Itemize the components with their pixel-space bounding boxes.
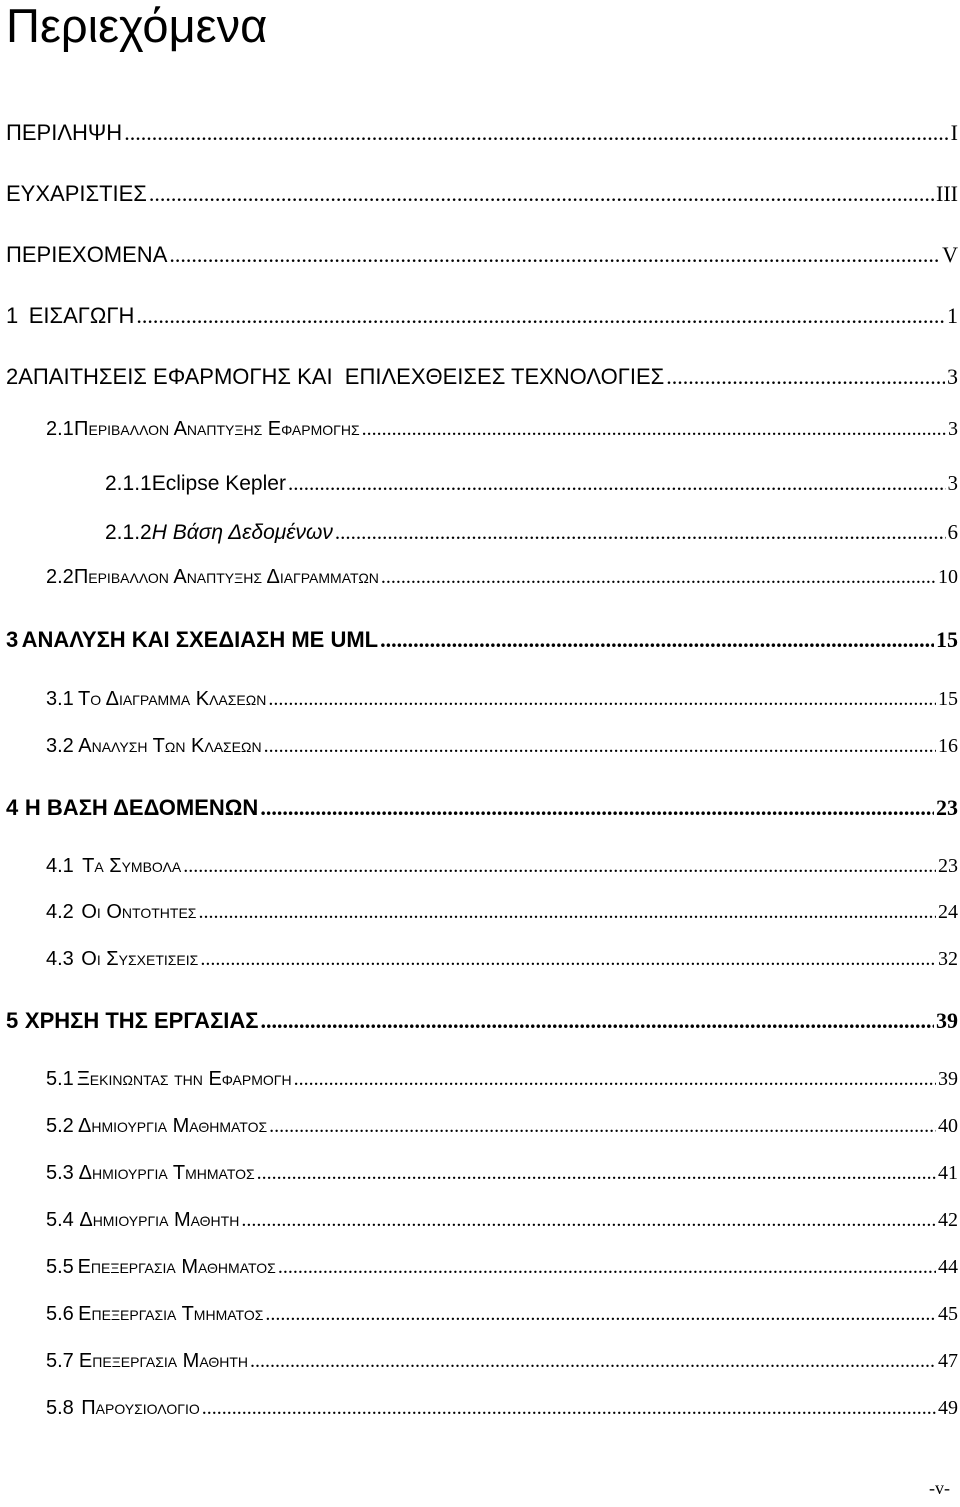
toc-entry-section-2-1-2[interactable] (105, 520, 958, 554)
toc-leader-dots (268, 688, 936, 711)
toc-number: 5.2 (46, 1115, 74, 1137)
toc-entry-section-4-1[interactable] (46, 855, 958, 889)
toc-entry-abstract[interactable] (6, 120, 958, 154)
toc-entry-chapter-4[interactable] (6, 795, 958, 829)
toc-label: ΑΝΑΛΥΣΗ ΚΑΙ ΣΧΕΔΙΑΣΗ ΜΕ UML (21, 627, 379, 652)
toc-leader-dots (264, 735, 936, 758)
toc-entry-section-2-1[interactable] (46, 418, 958, 452)
toc-leader-dots (278, 1256, 936, 1279)
toc-leader-dots (269, 1115, 936, 1138)
toc-page-number: 44 (938, 1256, 958, 1278)
toc-label: ΧΡΗΣΗ ΤΗΣ ΕΡΓΑΣΙΑΣ (24, 1008, 259, 1033)
toc-page-number: 15 (938, 688, 958, 710)
toc-leader-dots (362, 418, 946, 441)
toc-entry-acknowledgements[interactable] (6, 181, 958, 215)
toc-number: 4 (6, 795, 19, 820)
toc-page-number: 32 (938, 948, 958, 970)
toc-page-number: 3 (947, 471, 958, 495)
toc-number: 5.5 (46, 1256, 74, 1278)
toc-label: Τα Συμβολα (82, 855, 182, 877)
toc-label: Οι Οντοτητες (81, 901, 197, 923)
toc-leader-dots (265, 1303, 936, 1326)
toc-entry-contents[interactable] (6, 242, 958, 276)
toc-label: Η Βάση Δεδομένων (151, 521, 333, 544)
toc-number: 4.2 (46, 901, 74, 923)
toc-leader-dots (124, 120, 948, 146)
toc-page-number: 3 (947, 364, 958, 389)
toc-leader-dots (149, 181, 934, 207)
toc-number: 4.1 (46, 855, 74, 877)
toc-number: 2.1.1 (105, 472, 152, 495)
toc-leader-dots (381, 566, 936, 589)
page-title: Περιεχόμενα (6, 0, 268, 52)
toc-label: Αναλυση Των Κλασεων (78, 735, 262, 757)
toc-leader-dots (136, 303, 945, 329)
toc-page-number: 45 (938, 1303, 958, 1325)
toc-entry-section-5-3[interactable] (46, 1162, 958, 1196)
toc-number: 2.1.2 (105, 521, 152, 544)
toc-label: Ξεκινωντας την Εφαρμογη (76, 1068, 292, 1090)
toc-label: Δημιουργια Μαθητη (79, 1209, 240, 1231)
toc-label: Παρουσιολογιο (81, 1397, 200, 1419)
toc-page-number: 42 (938, 1209, 958, 1231)
toc-leader-dots (666, 364, 945, 390)
toc-leader-dots (202, 1397, 936, 1420)
toc-page-number: 15 (936, 627, 958, 652)
toc-number: 5.4 (46, 1209, 74, 1231)
toc-number: 5.3 (46, 1162, 74, 1184)
toc-entry-section-5-8[interactable] (46, 1397, 958, 1431)
toc-label: Επεξεργασια Μαθητη (78, 1350, 249, 1372)
toc-leader-dots (260, 1008, 934, 1034)
toc-entry-section-3-1[interactable] (46, 688, 958, 722)
toc-leader-dots (241, 1209, 936, 1232)
toc-page-number: 16 (938, 735, 958, 757)
toc-entry-chapter-3[interactable] (6, 627, 958, 661)
toc-label: Το Διαγραμμα Κλασεων (78, 688, 267, 710)
toc-page-number: 23 (938, 855, 958, 877)
toc-label: ΠΕΡΙΛΗΨΗ (6, 120, 123, 145)
toc-entry-chapter-5[interactable] (6, 1008, 958, 1042)
toc-page-number: 41 (938, 1162, 958, 1184)
toc-number: 3.1 (46, 688, 74, 710)
toc-number: 1 (6, 303, 19, 328)
toc-page-number: 47 (938, 1350, 958, 1372)
toc-leader-dots (257, 1162, 936, 1185)
toc-label: Επεξεργασια Μαθηματος (77, 1256, 276, 1278)
toc-entry-chapter-2[interactable] (6, 364, 958, 398)
toc-leader-dots (380, 627, 934, 653)
toc-leader-dots (200, 948, 936, 971)
toc-label: Eclipse Kepler (151, 472, 286, 495)
toc-entry-section-5-7[interactable] (46, 1350, 958, 1384)
toc-label: Δημιουργια Μαθηματος (77, 1115, 268, 1137)
toc-leader-dots (183, 855, 936, 878)
toc-number: 5.1 (46, 1068, 74, 1090)
toc-page-number: V (942, 242, 958, 267)
toc-page-number: 49 (938, 1397, 958, 1419)
toc-page-number: 1 (947, 303, 958, 328)
toc-number: 3.2 (46, 735, 74, 757)
toc-leader-dots (288, 471, 946, 496)
toc-entry-section-4-3[interactable] (46, 948, 958, 982)
toc-label: Επεξεργασια Τμηματος (78, 1303, 264, 1325)
toc-leader-dots (294, 1068, 936, 1091)
toc-page-number: 23 (936, 795, 958, 820)
toc-leader-dots (260, 795, 934, 821)
toc-page-number: 39 (938, 1068, 958, 1090)
toc-entry-section-5-5[interactable] (46, 1256, 958, 1290)
toc-page-number: 6 (947, 520, 958, 544)
toc-entry-section-5-4[interactable] (46, 1209, 958, 1243)
toc-page-number: I (950, 120, 958, 145)
toc-number: 3 (6, 627, 19, 652)
toc-leader-dots (335, 520, 946, 545)
toc-entry-section-2-1-1[interactable] (105, 471, 958, 505)
toc-page-number: 24 (938, 901, 958, 923)
toc-leader-dots (169, 242, 940, 268)
toc-label: ΕΥΧΑΡΙΣΤΙΕΣ (6, 181, 147, 206)
toc-number: 5.6 (46, 1303, 74, 1325)
toc-label: Περιβαλλον Αναπτυξης Διαγραμματων (73, 566, 379, 588)
toc-label: Οι Συσχετισεις (81, 948, 199, 970)
toc-entry-section-5-2[interactable] (46, 1115, 958, 1149)
toc-page-number: 3 (948, 418, 958, 440)
toc-leader-dots (250, 1350, 936, 1373)
toc-page-number: III (936, 181, 958, 206)
toc-leader-dots (198, 901, 936, 924)
toc-number: 5.7 (46, 1350, 74, 1372)
toc-page-number: 10 (938, 566, 958, 588)
toc-page-number: 40 (938, 1115, 958, 1137)
toc-number: 5.8 (46, 1397, 74, 1419)
toc-label: Δημιουργια Τμηματος (78, 1162, 255, 1184)
toc-page-number: 39 (936, 1008, 958, 1033)
toc-label: Περιβαλλον Αναπτυξης Εφαρμογης (74, 418, 360, 440)
toc-number: 2.2 (46, 566, 74, 588)
toc-entry-section-5-6[interactable] (46, 1303, 958, 1337)
toc-number: 2 (6, 364, 19, 389)
toc-entry-section-2-2[interactable] (46, 566, 958, 600)
toc-entry-chapter-1[interactable] (6, 303, 958, 337)
toc-label: Η ΒΑΣΗ ΔΕΔΟΜΕΝΩΝ (24, 795, 259, 820)
toc-label: ΑΠΑΙΤΗΣΕΙΣ ΕΦΑΡΜΟΓΗΣ ΚΑΙ ΕΠΙΛΕΧΘΕΙΣΕΣ ΤΕΧΝΟΛΟΓΙΕΣ (18, 364, 665, 389)
toc-entry-section-5-1[interactable] (46, 1068, 958, 1102)
page-footer-number: -v- (929, 1478, 950, 1498)
toc-number: 5 (6, 1008, 19, 1033)
toc-number: 2.1 (46, 418, 74, 440)
toc-entry-section-3-2[interactable] (46, 735, 958, 769)
toc-entry-section-4-2[interactable] (46, 901, 958, 935)
toc-label: ΕΙΣΑΓΩΓΗ (28, 303, 135, 328)
toc-number: 4.3 (46, 948, 74, 970)
toc-label: ΠΕΡΙΕΧΟΜΕΝΑ (6, 242, 168, 267)
